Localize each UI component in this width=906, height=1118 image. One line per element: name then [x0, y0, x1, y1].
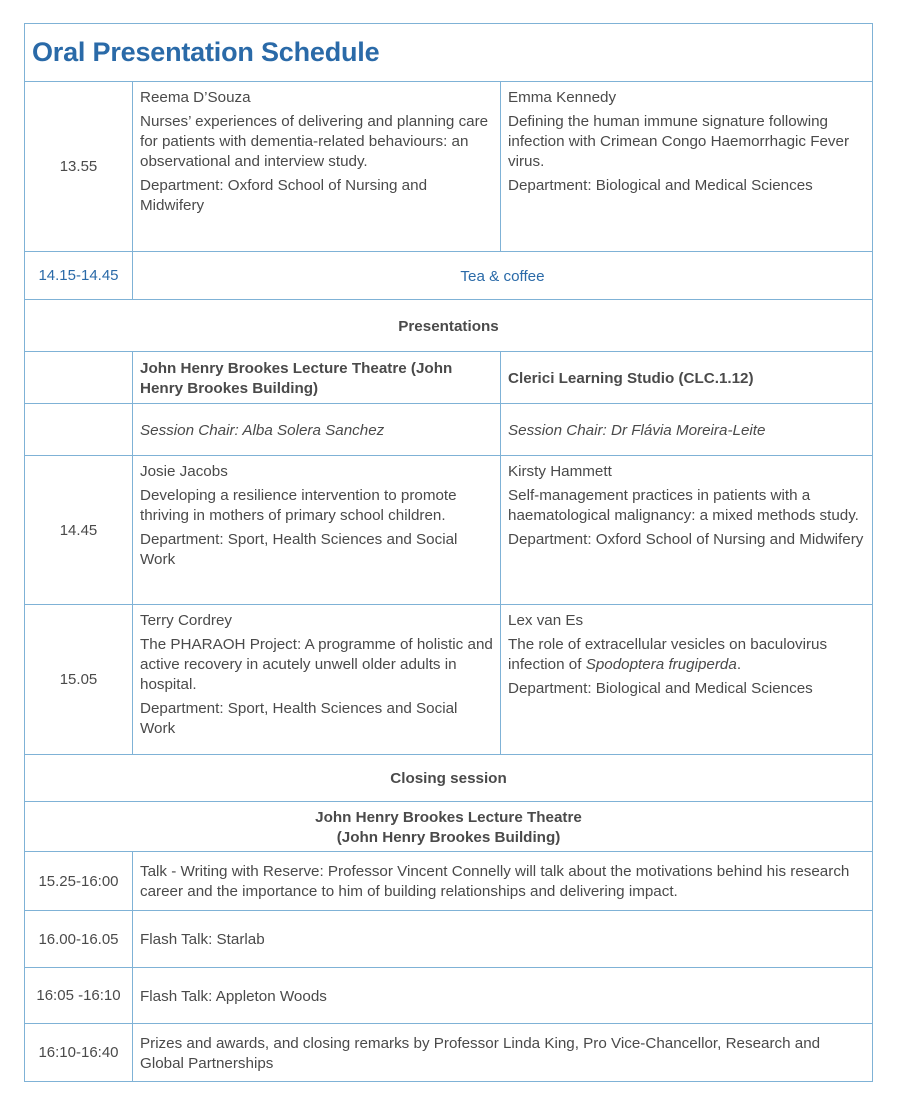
talk-title-suffix: . [736, 656, 742, 673]
time-cell [25, 404, 133, 455]
table-row [25, 911, 872, 968]
section-heading: Presentations [398, 317, 499, 335]
presenter-name: Josie Jacobs [140, 463, 228, 480]
table-row [25, 802, 872, 852]
table-row [25, 252, 872, 300]
time-cell: 16:05 -16:10 [25, 968, 133, 1023]
break-label: Tea & coffee [460, 267, 545, 285]
schedule-table [24, 23, 873, 1082]
table-row [25, 968, 872, 1024]
presenter-name: Terry Cordrey [140, 612, 232, 629]
talk-title [508, 635, 865, 675]
presentation-cell [133, 605, 501, 754]
time-cell: 16:10-16:40 [25, 1024, 133, 1081]
session-chair: Session Chair: Dr Flávia Moreira-Leite [508, 421, 766, 439]
talk-title: The PHARAOH Project: A programme of holistic and active recovery in acutely unwell older adults in hospital. [140, 636, 493, 693]
time-cell [25, 352, 133, 403]
presenter-name: Reema D’Souza [140, 89, 251, 106]
presentation-cell [501, 82, 872, 251]
department: Department: Biological and Medical Sciences [508, 680, 813, 697]
table-row [25, 352, 872, 404]
session-chair: Session Chair: Alba Solera Sanchez [133, 404, 501, 455]
time-cell: 15.05 [25, 605, 133, 754]
title-row [25, 24, 872, 82]
time-cell: 15.25-16:00 [25, 852, 133, 910]
table-row [25, 82, 872, 252]
section-heading: Closing session [390, 770, 507, 787]
presenter-name: Kirsty Hammett [508, 463, 612, 480]
department: Department: Oxford School of Nursing and Midwifery [140, 177, 428, 214]
page-title: Oral Presentation Schedule [32, 37, 380, 67]
time-cell: 14.45 [25, 456, 133, 604]
closing-item-text: Prizes and awards, and closing remarks by Professor Linda King, Pro Vice-Chancellor, Research and Global Partnerships [140, 1034, 821, 1072]
closing-venue [25, 802, 872, 851]
table-row [25, 456, 872, 605]
presentation-cell [501, 456, 872, 604]
table-row [25, 404, 872, 456]
table-row [25, 755, 872, 802]
table-row [25, 1024, 872, 1081]
species-name: Spodoptera frugiperda [585, 656, 737, 673]
talk-title: Self-management practices in patients with a haematological malignancy: a mixed methods study. [508, 487, 859, 524]
talk-title: Defining the human immune signature following infection with Crimean Congo Haemorrhagic Fever virus. [508, 113, 850, 170]
presentation-cell [501, 605, 872, 754]
closing-item-text: Talk - Writing with Reserve: Professor Vincent Connelly will talk about the motivations behind his research career and the importance to him of building relationships and delivering impact. [140, 863, 850, 900]
presenter-name: Emma Kennedy [508, 89, 617, 106]
time-cell: 16.00-16.05 [25, 911, 133, 967]
talk-title: Nurses’ experiences of delivering and planning care for patients with dementia-related behaviours: an observational and interview study. [140, 113, 489, 170]
closing-item-text: Flash Talk: Starlab [140, 931, 265, 948]
department: Department: Oxford School of Nursing and Midwifery [508, 531, 864, 548]
department: Department: Sport, Health Sciences and Social Work [140, 700, 458, 737]
closing-venue-text: John Henry Brookes Lecture Theatre (John Henry Brookes Building) [315, 808, 582, 846]
department: Department: Sport, Health Sciences and Social Work [140, 531, 458, 568]
talk-title-prefix: The role of extracellular vesicles on baculovirus infection of [508, 636, 828, 673]
presentation-cell [133, 456, 501, 604]
time-cell: 14.15-14.45 [25, 252, 133, 299]
presenter-name: Lex van Es [508, 612, 584, 629]
table-row [25, 852, 872, 911]
presentation-cell [133, 82, 501, 251]
talk-title: Developing a resilience intervention to promote thriving in mothers of primary school children. [140, 487, 457, 524]
closing-item-text: Flash Talk: Appleton Woods [140, 987, 327, 1005]
table-row [25, 300, 872, 352]
venue-cell: John Henry Brookes Lecture Theatre (John Henry Brookes Building) [133, 352, 501, 403]
table-row [25, 605, 872, 755]
department: Department: Biological and Medical Sciences [508, 177, 813, 194]
time-cell: 13.55 [25, 82, 133, 251]
venue-cell: Clerici Learning Studio (CLC.1.12) [508, 369, 754, 387]
